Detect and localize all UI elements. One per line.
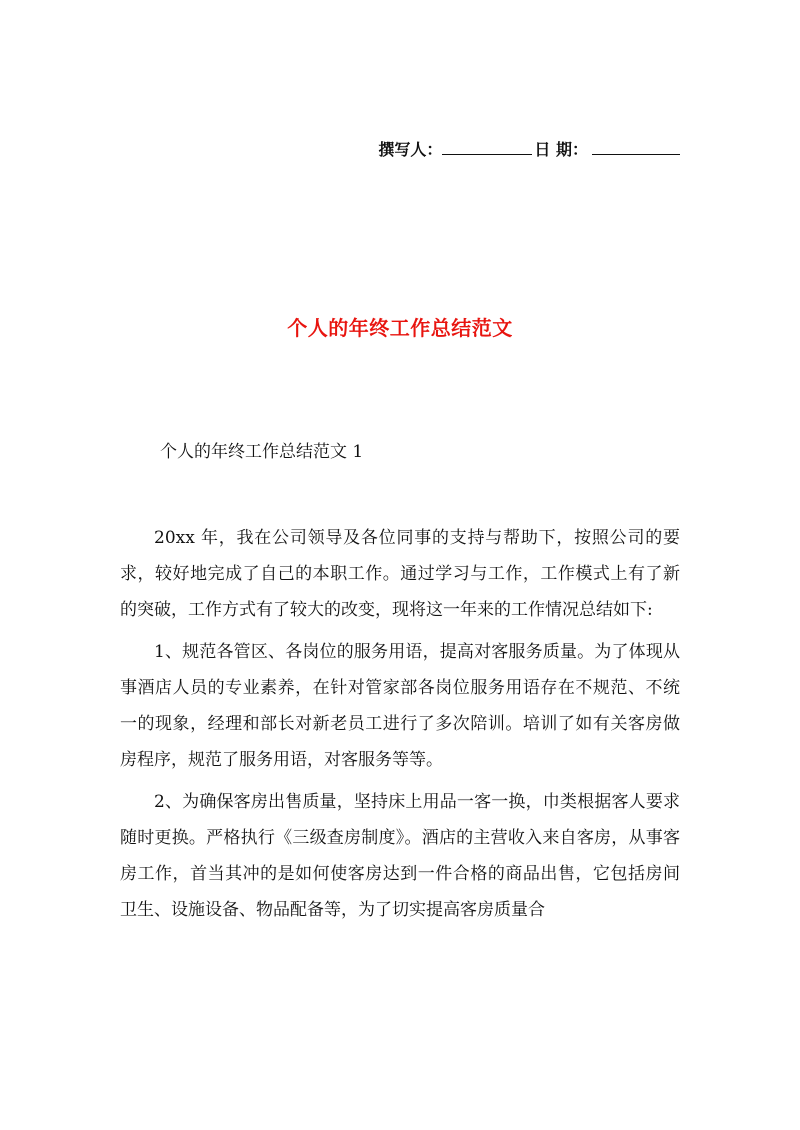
paragraph-item-1: 1、规范各管区、各岗位的服务用语，提高对客服务质量。为了体现从事酒店人员的专业素养，在针对管家部各岗位服务用语存在不规范、不统一的现象，经理和部长对新老员工进行了多次陪训。培训了如有关客房做房程序，规范了服务用语，对客服务等等。	[120, 642, 680, 770]
author-label: 撰写人：	[378, 140, 443, 159]
body-text	[120, 520, 680, 928]
paragraph-intro: 20xx 年，我在公司领导及各位同事的支持与帮助下，按照公司的要求，较好地完成了自己的本职工作。通过学习与工作，工作模式上有了新的突破，工作方式有了较大的改变，现将这一年来的工作情况总结如下:	[120, 528, 680, 620]
section-heading: 个人的年终工作总结范文 1	[160, 442, 364, 462]
date-label: 日 期：	[534, 140, 588, 159]
header-signature-line	[378, 138, 680, 161]
author-blank	[442, 138, 532, 155]
document-title: 个人的年终工作总结范文	[287, 316, 513, 340]
paragraph-item-2: 2、为确保客房出售质量，坚持床上用品一客一换，巾类根据客人要求随时更换。严格执行《三级查房制度》。酒店的主营收入来自客房，从事客房工作，首当其冲的是如何使客房达到一件合格的商品出售，它包括房间卫生、设施设备、物品配备等，为了切实提高客房质量合	[120, 792, 680, 920]
date-blank	[592, 138, 680, 155]
